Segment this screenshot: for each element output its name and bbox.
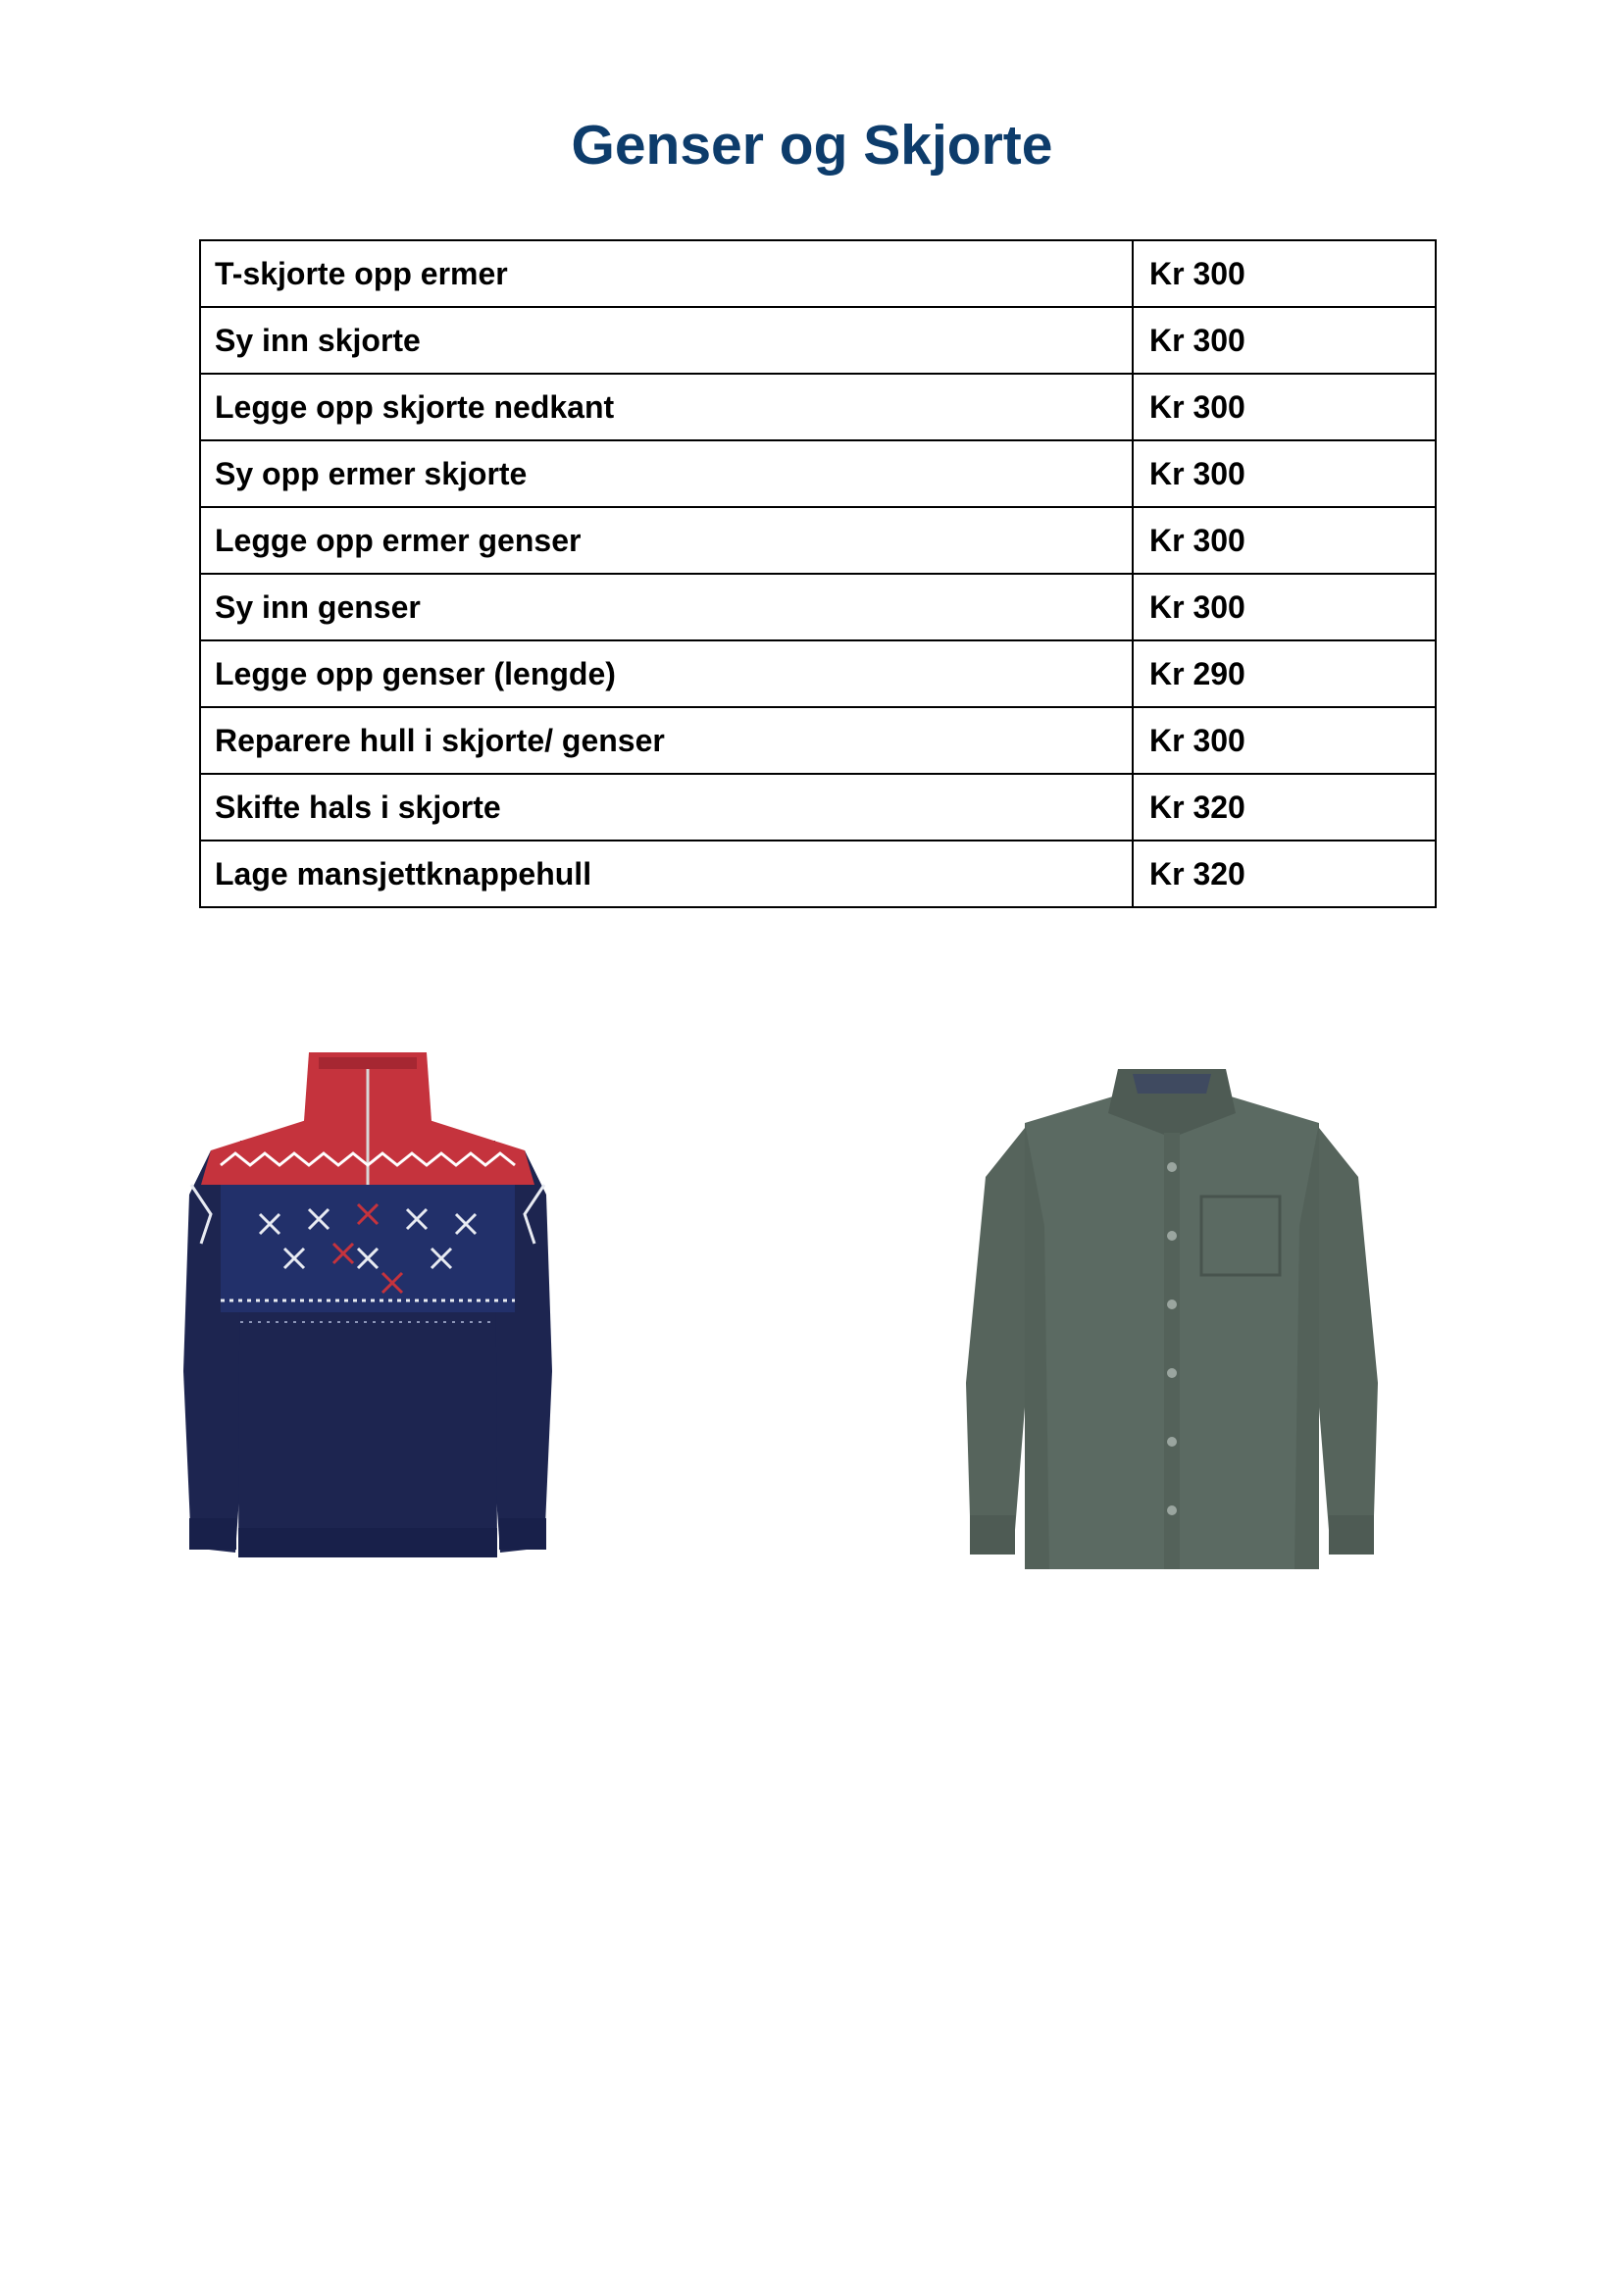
table-row	[200, 374, 1436, 440]
service-cell: Legge opp skjorte nedkant	[200, 374, 1133, 440]
price-cell: Kr 300	[1133, 440, 1436, 507]
service-cell: Sy opp ermer skjorte	[200, 440, 1133, 507]
price-cell: Kr 300	[1133, 374, 1436, 440]
price-cell: Kr 300	[1133, 507, 1436, 574]
table-row	[200, 841, 1436, 907]
service-cell: Sy inn genser	[200, 574, 1133, 640]
table-row	[200, 707, 1436, 774]
price-cell: Kr 320	[1133, 841, 1436, 907]
table-row	[200, 640, 1436, 707]
price-cell: Kr 300	[1133, 574, 1436, 640]
service-cell: Lage mansjettknappehull	[200, 841, 1133, 907]
service-cell: Legge opp ermer genser	[200, 507, 1133, 574]
service-cell: Legge opp genser (lengde)	[200, 640, 1133, 707]
knit-sweater-icon	[181, 1047, 554, 1577]
price-cell: Kr 300	[1133, 240, 1436, 307]
price-cell: Kr 300	[1133, 707, 1436, 774]
price-cell: Kr 320	[1133, 774, 1436, 841]
table-row	[200, 574, 1436, 640]
page-title: Genser og Skjorte	[571, 114, 1053, 177]
service-cell: Reparere hull i skjorte/ genser	[200, 707, 1133, 774]
table-row	[200, 507, 1436, 574]
table-row	[200, 440, 1436, 507]
price-table	[199, 239, 1437, 908]
service-cell: Sy inn skjorte	[200, 307, 1133, 374]
table-row	[200, 774, 1436, 841]
button-shirt-icon	[956, 1059, 1388, 1589]
price-cell: Kr 300	[1133, 307, 1436, 374]
price-cell: Kr 290	[1133, 640, 1436, 707]
service-cell: T-skjorte opp ermer	[200, 240, 1133, 307]
table-row	[200, 240, 1436, 307]
shirt-image	[956, 1059, 1388, 1589]
service-cell: Skifte hals i skjorte	[200, 774, 1133, 841]
table-row	[200, 307, 1436, 374]
sweater-image	[181, 1047, 554, 1577]
